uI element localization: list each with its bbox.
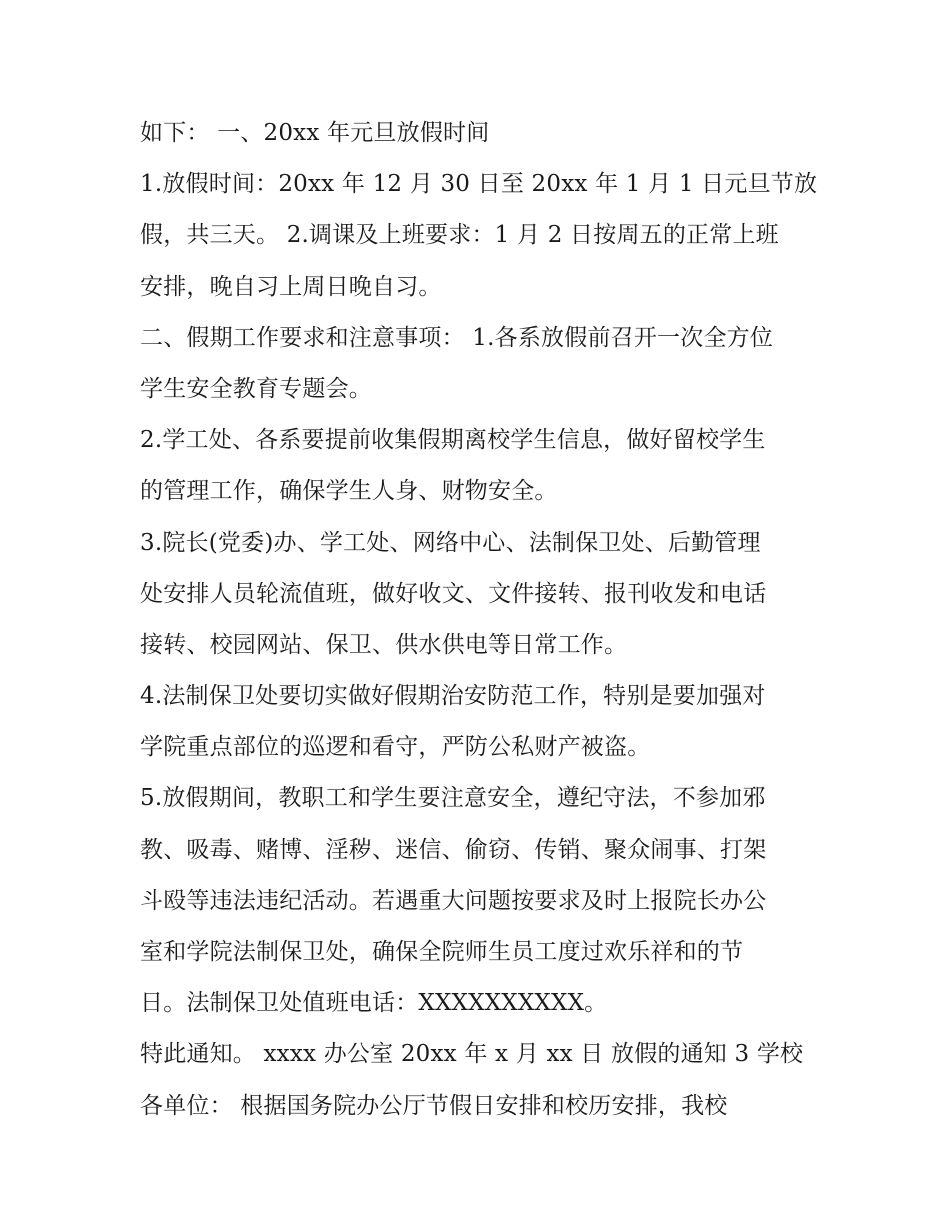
text-line: 的管理工作，确保学生人身、财物安全。 [140, 478, 558, 505]
document-body [140, 108, 830, 1132]
text-line: 二、假期工作要求和注意事项： 1.各系放假前召开一次全方位 [140, 324, 774, 351]
text-line: 室和学院法制保卫处，确保全院师生员工度过欢乐祥和的节 [140, 939, 744, 965]
text-line: 假，共三天。 2.调课及上班要求：1 月 2 日按周五的正常上班 [140, 222, 779, 249]
text-line: 斗殴等违法违纪活动。若遇重大问题按要求及时上报院长办公 [140, 887, 767, 914]
text-line: 3.院长(党委)办、学工处、网络中心、法制保卫处、后勤管理 [140, 529, 761, 556]
text-line: 教、吸毒、赌博、淫秽、迷信、偷窃、传销、聚众闹事、打架 [140, 836, 767, 863]
text-line: 特此通知。 xxxx 办公室 20xx 年 x 月 xx 日 放假的通知 3 学校 [140, 1041, 804, 1068]
text-line: 5.放假期间，教职工和学生要注意安全，遵纪守法，不参加邪 [140, 785, 766, 812]
text-line: 如下： 一、20xx 年元旦放假时间 [140, 120, 490, 146]
text-line: 各单位： 根据国务院办公厅节假日安排和校历安排，我校 [140, 1092, 728, 1119]
text-line: 1.放假时间：20xx 年 12 月 30 日至 20xx 年 1 月 1 日元旦节放 [140, 171, 818, 198]
text-line: 日。法制保卫处值班电话：XXXXXXXXXX。 [140, 990, 608, 1017]
text-line: 处安排人员轮流值班，做好收文、文件接转、报刊收发和电话 [140, 580, 767, 607]
text-line: 安排，晚自习上周日晚自习。 [140, 273, 442, 300]
text-line: 学生安全教育专题会。 [140, 375, 372, 402]
text-line: 2.学工处、各系要提前收集假期离校学生信息，做好留校学生 [140, 427, 766, 454]
text-line: 学院重点部位的巡逻和看守，严防公私财产被盗。 [140, 734, 651, 761]
text-line: 接转、校园网站、保卫、供水供电等日常工作。 [140, 631, 628, 658]
text-line: 4.法制保卫处要切实做好假期治安防范工作，特别是要加强对 [140, 683, 766, 710]
